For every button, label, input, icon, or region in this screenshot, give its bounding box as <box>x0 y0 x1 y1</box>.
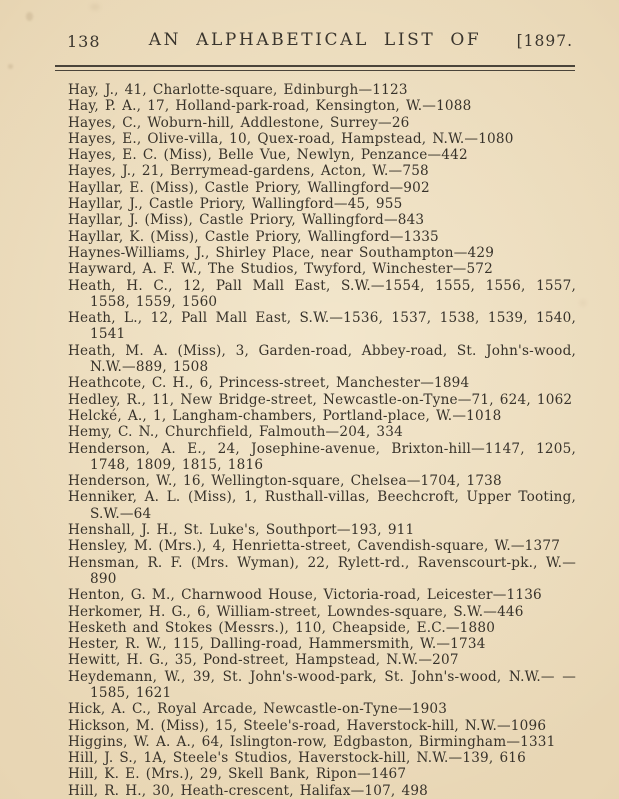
directory-entry: Hayes, E. C. (Miss), Belle Vue, Newlyn, Penzance—442 <box>68 147 468 164</box>
directory-entry: Hemy, C. N., Churchfield, Falmouth—204, 334 <box>68 424 403 441</box>
page-number: 138 <box>67 32 101 51</box>
page-header <box>55 30 575 56</box>
directory-entry: Heathcote, C. H., 6, Princess-street, Manchester—1894 <box>68 375 470 392</box>
directory-entry: Hill, J. S., 1A, Steele's Studios, Haverstock-hill, N.W.—139, 616 <box>68 750 526 767</box>
directory-entry: Hickson, M. (Miss), 15, Steele's-road, Haverstock-hill, N.W.—1096 <box>68 717 547 734</box>
directory-entry: Higgins, W. A. A., 64, Islington-row, Edgbaston, Birmingham—1331 <box>68 733 556 750</box>
directory-entry: Hesketh and Stokes (Messrs.), 110, Cheapside, E.C.—1880 <box>68 619 496 636</box>
directory-entry: Henderson, W., 16, Wellington-square, Chelsea—1704, 1738 <box>68 473 502 490</box>
edition-year: [1897. <box>516 32 573 50</box>
paper-speck <box>8 64 13 69</box>
directory-entry: Heath, H. C., 12, Pall Mall East, S.W.—1554, 1555, 1556, 1557, 1558, 1559, 1560 <box>68 277 576 310</box>
directory-entry: Henshall, J. H., St. Luke's, Southport—193, 911 <box>68 522 415 539</box>
directory-entry: Henton, G. M., Charnwood House, Victoria-road, Leicester—1136 <box>68 587 542 604</box>
directory-entry: Heydemann, W., 39, St. John's-wood-park, St. John's-wood, N.W.— —1585, 1621 <box>68 668 576 701</box>
directory-entry: Hayes, C., Woburn-hill, Addlestone, Surrey—26 <box>68 114 410 131</box>
directory-entry: Hayes, E., Olive-villa, 10, Quex-road, Hampstead, N.W.—1080 <box>68 130 514 147</box>
directory-entry-list <box>68 82 576 799</box>
running-title: AN ALPHABETICAL LIST OF <box>148 30 482 50</box>
directory-entry: Hester, R. W., 115, Dalling-road, Hammersmith, W.—1734 <box>68 636 486 653</box>
directory-entry: Hay, J., 41, Charlotte-square, Edinburgh—1123 <box>68 82 408 98</box>
directory-entry: Hick, A. C., Royal Arcade, Newcastle-on-Tyne—1903 <box>68 701 448 718</box>
paper-speck <box>26 12 33 21</box>
directory-entry: Hayllar, J. (Miss), Castle Priory, Wallingford—843 <box>68 212 425 229</box>
directory-entry: Herkomer, H. G., 6, William-street, Lowndes-square, S.W.—446 <box>68 603 524 620</box>
directory-entry: Hill, K. E. (Mrs.), 29, Skell Bank, Ripon—1467 <box>68 766 407 783</box>
directory-entry: Hayward, A. F. W., The Studios, Twyford, Winchester—572 <box>68 261 493 278</box>
directory-entry: Hayes, J., 21, Berrymead-gardens, Acton, W.—758 <box>68 163 429 180</box>
paper-speck <box>90 4 100 10</box>
directory-entry: Hill, R. H., 30, Heath-crescent, Halifax—107, 498 <box>68 782 429 799</box>
directory-entry: Heath, L., 12, Pall Mall East, S.W.—1536, 1537, 1538, 1539, 1540, 1541 <box>68 310 576 343</box>
directory-entry: Hay, P. A., 17, Holland-park-road, Kensington, W.—1088 <box>68 98 472 115</box>
directory-entry: Hensman, R. F. (Mrs. Wyman), 22, Rylett-rd., Ravenscourt-pk., W.—890 <box>68 554 576 587</box>
directory-entry: Hayllar, K. (Miss), Castle Priory, Wallingford—1335 <box>68 228 439 245</box>
directory-entry: Helcké, A., 1, Langham-chambers, Portland-place, W.—1018 <box>68 407 502 424</box>
directory-entry: Hewitt, H. G., 35, Pond-street, Hampstead, N.W.—207 <box>68 652 459 669</box>
directory-entry: Henniker, A. L. (Miss), 1, Rusthall-villas, Beechcroft, Upper Tooting, S.W.—64 <box>68 489 576 522</box>
directory-entry: Haynes-Williams, J., Shirley Place, near Southampton—429 <box>68 244 495 261</box>
header-double-rule <box>55 65 575 71</box>
directory-entry: Henderson, A. E., 24, Josephine-avenue, Brixton-hill—1147, 1205, 1748, 1809, 1815, 1816 <box>68 440 576 473</box>
directory-entry: Heath, M. A. (Miss), 3, Garden-road, Abbey-road, St. John's-wood, N.W.—889, 1508 <box>68 342 576 376</box>
directory-entry: Hayllar, J., Castle Priory, Wallingford—45, 955 <box>68 196 403 213</box>
paper-speck <box>580 300 586 306</box>
directory-entry: Hedley, R., 11, New Bridge-street, Newcastle-on-Tyne—71, 624, 1062 <box>68 391 573 408</box>
directory-entry: Hayllar, E. (Miss), Castle Priory, Wallingford—902 <box>68 179 430 196</box>
directory-entry: Hensley, M. (Mrs.), 4, Henrietta-street, Cavendish-square, W.—1377 <box>68 538 561 555</box>
